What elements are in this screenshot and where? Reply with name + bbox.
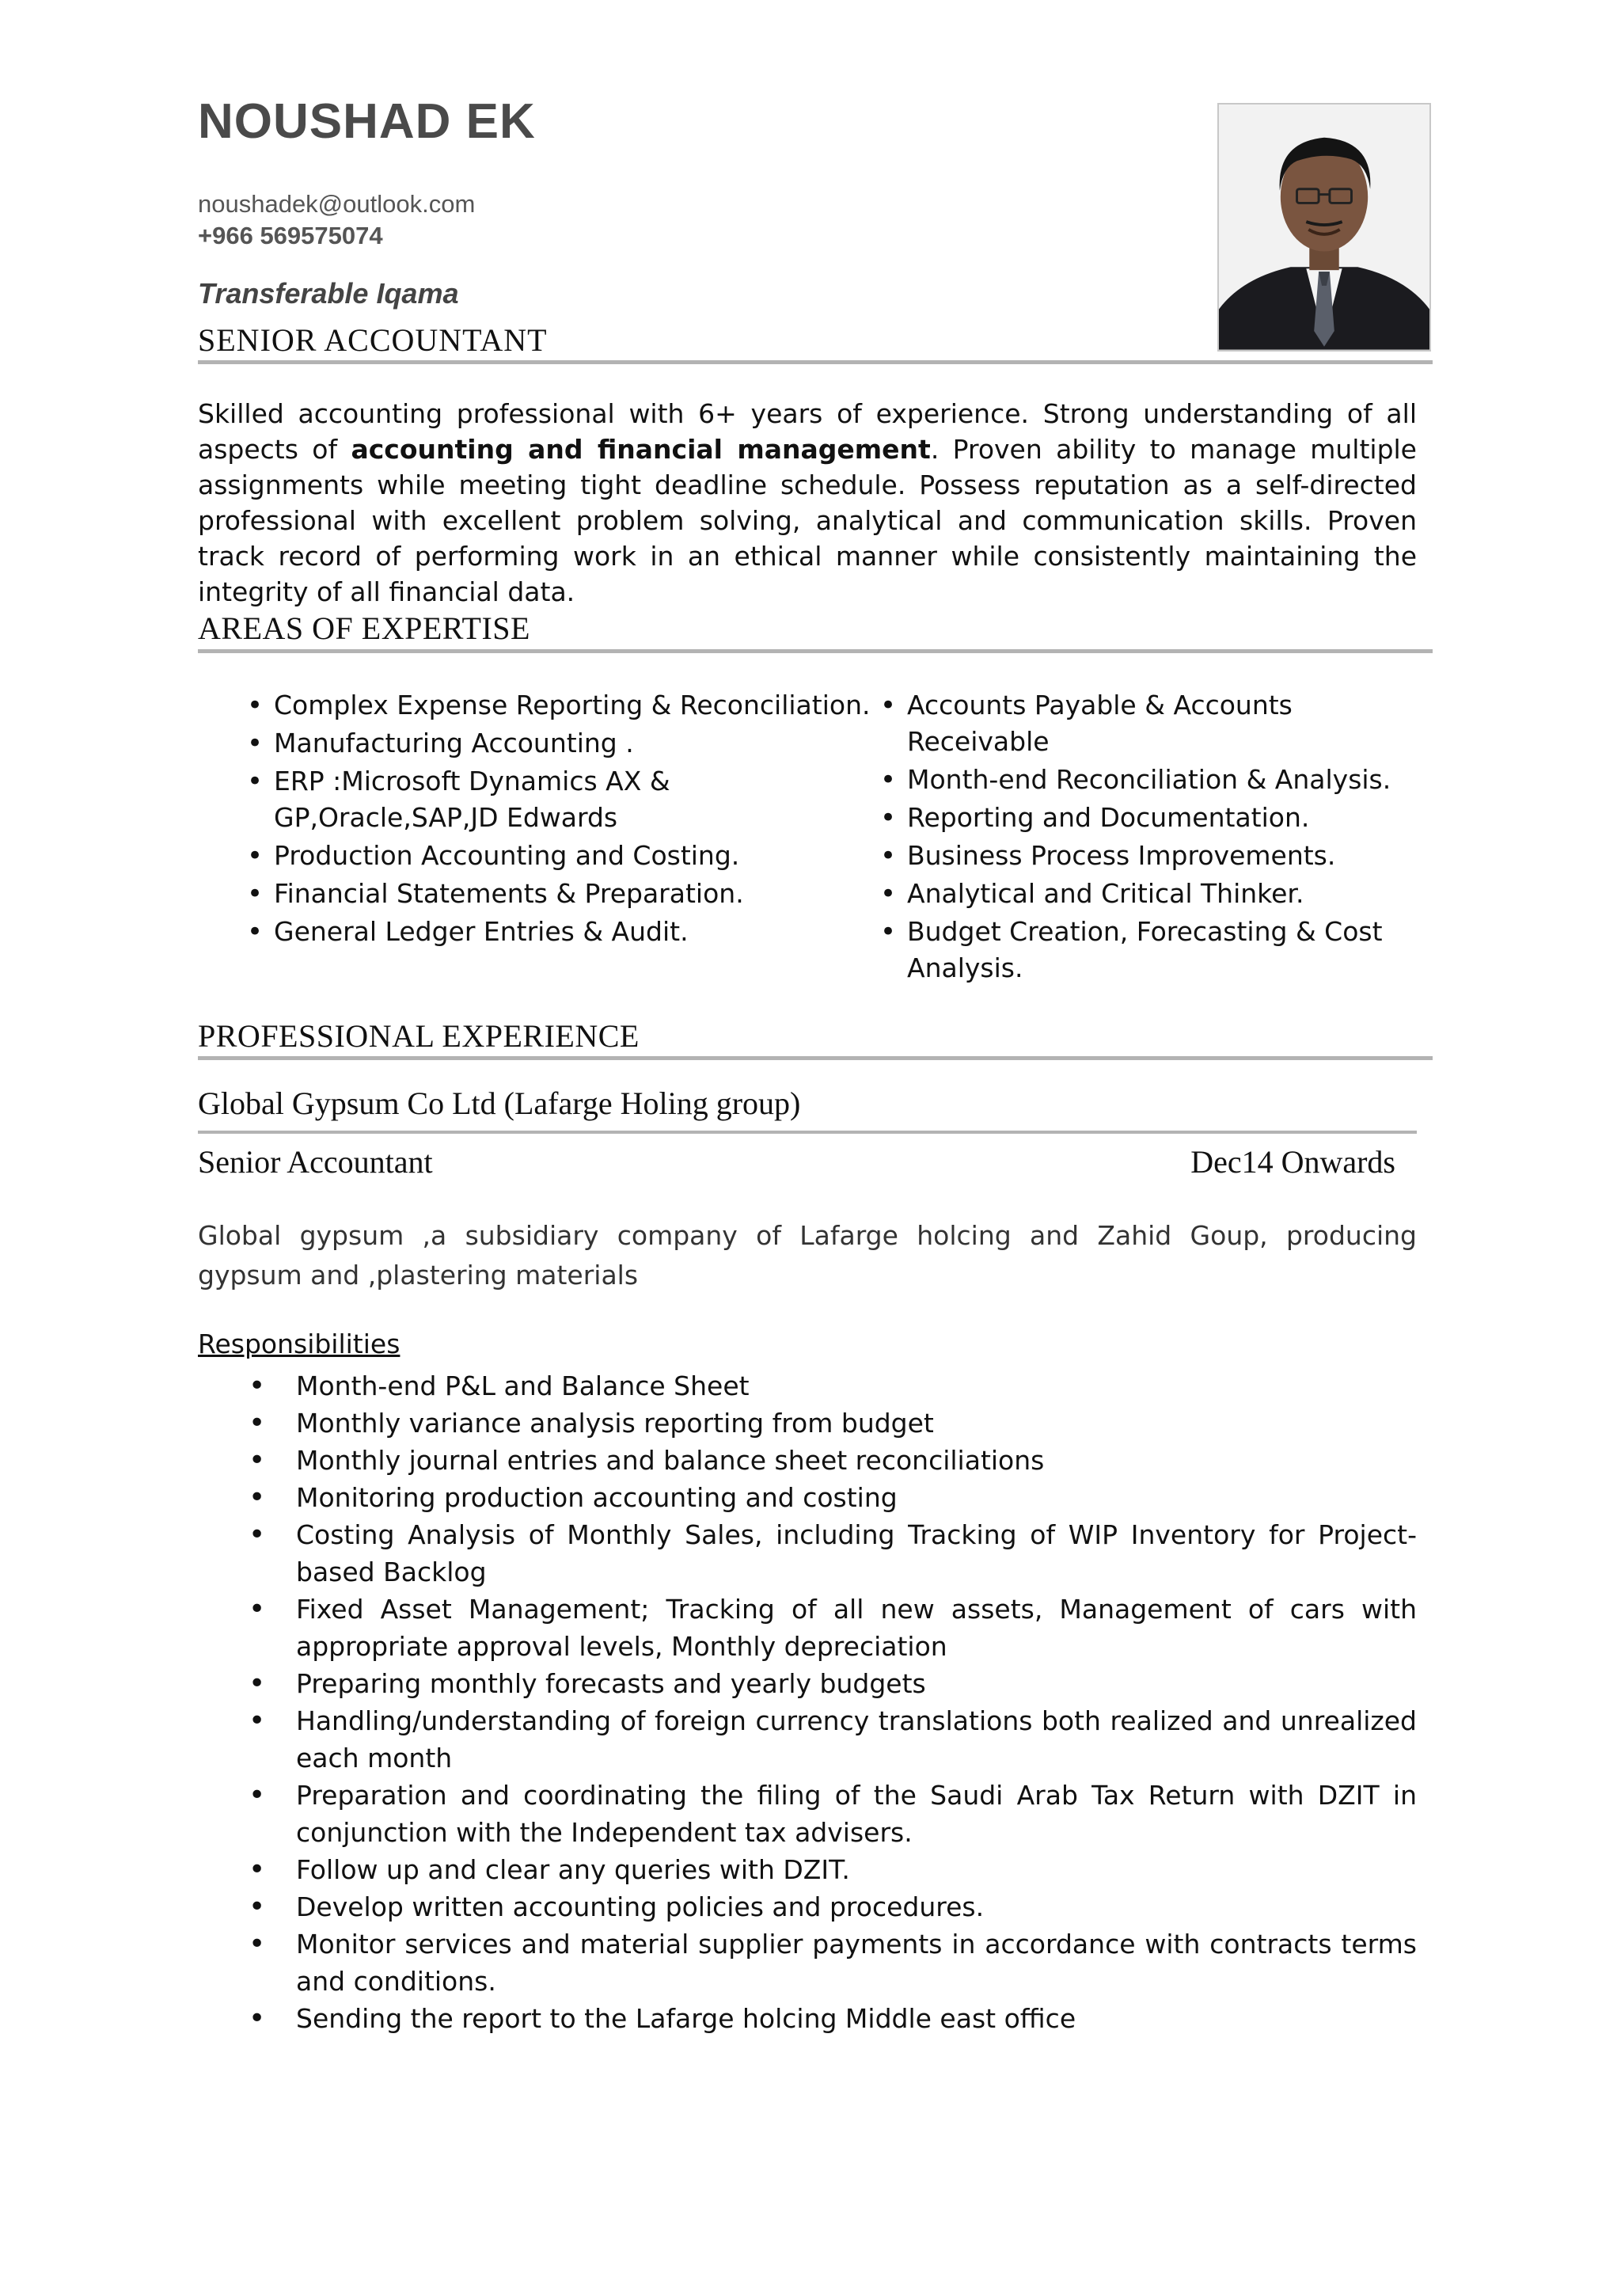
responsibilities-heading: Responsibilities — [198, 1329, 401, 1359]
company-divider — [198, 1131, 1417, 1134]
experience-heading: PROFESSIONAL EXPERIENCE — [198, 1018, 640, 1054]
responsibility-item: • Handling/understanding of foreign currency translations both realized and unrealized each month — [198, 1702, 1417, 1777]
responsibilities-list — [198, 1367, 1417, 2037]
company-name: Global Gypsum Co Ltd (Lafarge Holing group) — [198, 1085, 801, 1121]
job-title: SENIOR ACCOUNTANT — [198, 322, 548, 358]
expertise-item: • ERP :Microsoft Dynamics AX & GP,Oracle,SAP,JD Edwards — [247, 763, 872, 836]
responsibility-item: • Develop written accounting policies and procedures. — [198, 1888, 1417, 1925]
role-title: Senior Accountant — [198, 1144, 433, 1180]
responsibility-item: • Preparation and coordinating the filing of the Saudi Arab Tax Return with DZIT in conjunction with the Independent tax advisers. — [198, 1777, 1417, 1851]
responsibility-item: • Monitoring production accounting and costing — [198, 1479, 1417, 1516]
expertise-item: • Manufacturing Accounting . — [247, 725, 872, 762]
profile-photo — [1217, 103, 1431, 352]
phone-number: +966 569575074 — [198, 222, 383, 249]
expertise-item: • Accounts Payable & Accounts Receivable — [880, 687, 1434, 760]
summary-text-bold: accounting and financial management — [351, 434, 931, 465]
email-address: noushadek@outlook.com — [198, 190, 476, 218]
expertise-item: • Complex Expense Reporting & Reconciliation. — [247, 687, 872, 724]
expertise-list-left — [247, 687, 872, 952]
expertise-list-right — [880, 687, 1434, 988]
candidate-name: NOUSHAD EK — [198, 94, 536, 149]
header-divider — [198, 360, 1433, 364]
expertise-item: • Production Accounting and Costing. — [247, 838, 872, 874]
expertise-item: • Analytical and Critical Thinker. — [880, 876, 1434, 912]
responsibility-item: • Sending the report to the Lafarge holcing Middle east office — [198, 2000, 1417, 2037]
iqama-status: Transferable Iqama — [198, 277, 459, 310]
summary-text-end: . Proven ability to manage multiple assignments while meeting tight deadline schedule. Possess reputation as a self-directed professional with excellent problem solving, analytical and communication skills. Proven track record of performing work in an ethical manner while consistently maintaining the integrity of all financial data. — [198, 434, 1417, 607]
employment-dates: Dec14 Onwards — [1190, 1144, 1395, 1180]
responsibility-item: • Follow up and clear any queries with DZIT. — [198, 1851, 1417, 1888]
experience-divider — [198, 1056, 1433, 1060]
expertise-item: • Business Process Improvements. — [880, 838, 1434, 874]
professional-summary — [198, 396, 1417, 610]
expertise-item: • Reporting and Documentation. — [880, 800, 1434, 836]
responsibility-item: • Monitor services and material supplier payments in accordance with contracts terms and conditions. — [198, 1925, 1417, 2000]
responsibility-item: • Costing Analysis of Monthly Sales, including Tracking of WIP Inventory for Project-based Backlog — [198, 1516, 1417, 1591]
expertise-item: • Budget Creation, Forecasting & Cost Analysis. — [880, 914, 1434, 986]
expertise-item: • Financial Statements & Preparation. — [247, 876, 872, 912]
expertise-item: • General Ledger Entries & Audit. — [247, 914, 872, 950]
responsibility-item: • Monthly journal entries and balance sheet reconciliations — [198, 1442, 1417, 1479]
responsibility-item: • Fixed Asset Management; Tracking of all new assets, Management of cars with appropriate approval levels, Monthly depreciation — [198, 1591, 1417, 1665]
summary-text-start: Skilled accounting professional with 6+ years of experience. Strong understanding of all aspects of — [198, 398, 1417, 465]
company-description: Global gypsum ,a subsidiary company of Lafarge holcing and Zahid Goup, producing gypsum and ,plastering materials — [198, 1220, 1417, 1291]
expertise-divider — [198, 649, 1433, 653]
responsibility-item: • Month-end P&L and Balance Sheet — [198, 1367, 1417, 1405]
expertise-item: • Month-end Reconciliation & Analysis. — [880, 762, 1434, 798]
responsibility-item: • Preparing monthly forecasts and yearly budgets — [198, 1665, 1417, 1702]
responsibility-item: • Monthly variance analysis reporting from budget — [198, 1405, 1417, 1442]
expertise-heading: AREAS OF EXPERTISE — [198, 610, 530, 646]
